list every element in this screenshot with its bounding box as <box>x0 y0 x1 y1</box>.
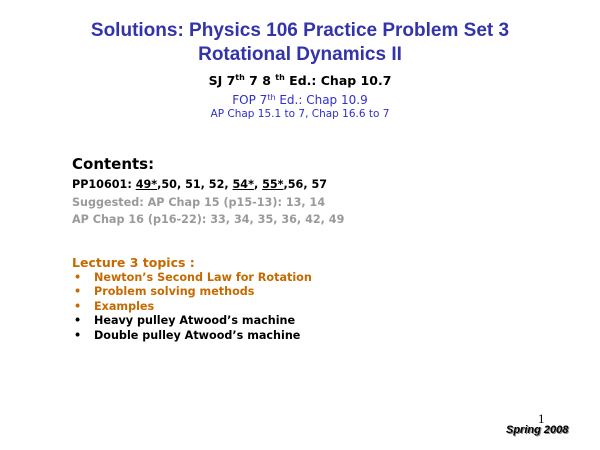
list-item-label: Examples <box>94 299 155 313</box>
fop-suffix: Ed.: Chap 10.9 <box>275 93 368 107</box>
pp-problems-50-52: ,50, 51, 52, <box>157 178 233 191</box>
pp-label: PP10601: <box>72 178 136 191</box>
sj-sup2: th <box>275 73 285 82</box>
page-number: 1 <box>538 411 545 426</box>
fop-prefix: FOP 7 <box>232 93 268 107</box>
sj-reference <box>0 73 600 88</box>
lecture-topics-list <box>74 271 312 343</box>
sj-mid: 7 8 <box>244 73 276 88</box>
bullet-icon: • <box>74 314 82 328</box>
term-footer: Spring 2008 <box>506 424 569 436</box>
fop-reference <box>0 93 600 107</box>
slide-title-line1: Solutions: Physics 106 Practice Problem Set 3 <box>90 20 510 41</box>
bullet-icon: • <box>74 328 82 342</box>
sj-sup1: th <box>235 73 245 82</box>
ap-chap16-problems: AP Chap 16 (p16-22): 33, 34, 35, 36, 42, 49 <box>72 213 345 226</box>
list-item <box>74 271 312 285</box>
pp-problems-56-57: ,56, 57 <box>283 178 328 191</box>
pp-problem-list <box>72 178 327 191</box>
slide-title-line2: Rotational Dynamics II <box>198 44 402 65</box>
pp-problem-49: 49* <box>135 178 158 191</box>
lecture-topics-heading: Lecture 3 topics : <box>72 255 195 270</box>
list-item <box>74 300 312 314</box>
bullet-icon: • <box>74 271 82 284</box>
list-item-label: Heavy pulley Atwood’s machine <box>94 314 296 328</box>
ap-reference: AP Chap 15.1 to 7, Chap 16.6 to 7 <box>210 108 390 120</box>
bullet-icon: • <box>74 299 82 313</box>
list-item <box>74 329 312 343</box>
pp-problem-55: 55* <box>262 178 284 191</box>
fop-sup: th <box>267 93 276 102</box>
sj-suffix: Ed.: Chap 10.7 <box>284 73 392 88</box>
contents-heading: Contents: <box>72 155 155 173</box>
list-item-label: Problem solving methods <box>94 285 255 299</box>
list-item-label: Double pulley Atwood’s machine <box>94 328 301 342</box>
sj-prefix: SJ 7 <box>208 73 236 88</box>
pp-separator: , <box>253 178 263 191</box>
list-item <box>74 285 312 299</box>
list-item-label: Newton’s Second Law for Rotation <box>94 271 312 284</box>
suggested-problems: Suggested: AP Chap 15 (p15-13): 13, 14 <box>72 196 326 209</box>
pp-problem-54: 54* <box>232 178 254 191</box>
list-item <box>74 314 312 328</box>
bullet-icon: • <box>74 285 82 299</box>
